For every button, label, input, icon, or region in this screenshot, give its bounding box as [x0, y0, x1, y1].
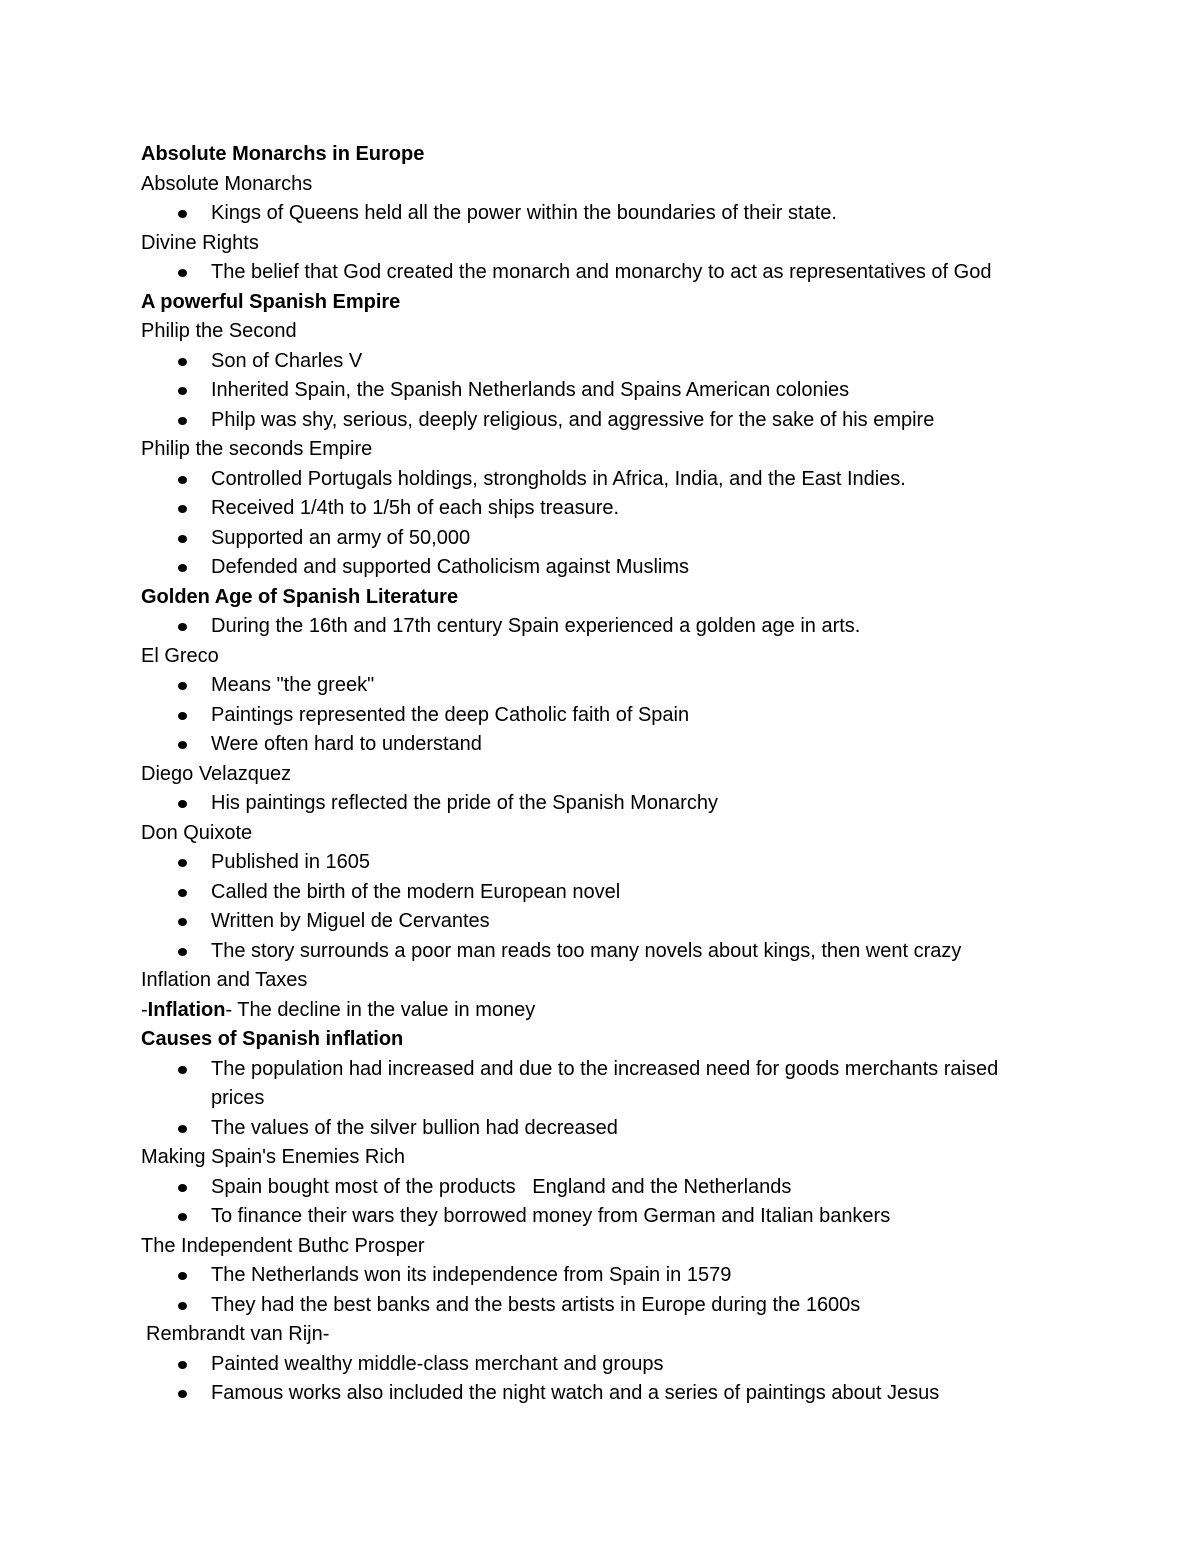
- list-item-text: Published in 1605: [211, 851, 371, 873]
- document-body: [141, 140, 1060, 1409]
- list-item: [211, 347, 1060, 377]
- bullet-icon: [178, 358, 187, 366]
- topic-label: Don Quixote: [141, 821, 253, 844]
- list-item: [211, 848, 1060, 878]
- section-heading: Golden Age of Spanish Literature: [141, 585, 459, 608]
- bullet-icon: [178, 269, 187, 277]
- topic-label: Philip the Second: [141, 320, 297, 342]
- bullet-icon: [178, 800, 187, 808]
- list-item-text: Controlled Portugals holdings, strongholds in Africa, India, and the East Indies.: [211, 467, 906, 490]
- topic-label: Making Spain's Enemies Rich: [141, 1146, 405, 1168]
- list-item-text: Called the birth of the modern European novel: [211, 880, 621, 903]
- list-item-text: Written by Miguel de Cervantes: [211, 910, 490, 932]
- definition-line: [141, 996, 1060, 1026]
- bullet-icon: [178, 948, 187, 956]
- bullet-icon: [178, 1361, 187, 1369]
- list-item: [211, 671, 1060, 701]
- bullet-icon: [178, 387, 187, 395]
- topic-label: Diego Velazquez: [141, 762, 292, 785]
- list-item: [211, 1291, 1060, 1321]
- topic-label: The Independent Buthc Prosper: [141, 1234, 425, 1257]
- topic-label: El Greco: [141, 644, 219, 667]
- list-item-text: The population had increased and due to the increased need for goods merchants raised prices: [211, 1057, 999, 1109]
- list-item: [211, 376, 1060, 406]
- list-item-text: During the 16th and 17th century Spain experienced a golden age in arts.: [211, 615, 861, 637]
- section-heading: A powerful Spanish Empire: [141, 290, 401, 313]
- list-item-text: Son of Charles V: [211, 349, 363, 372]
- list-item: [211, 1202, 1060, 1232]
- list-item: [211, 1261, 1060, 1291]
- list-item-text: Defended and supported Catholicism against Muslims: [211, 556, 690, 578]
- section-heading: Causes of Spanish inflation: [141, 1028, 404, 1050]
- bullet-icon: [178, 210, 187, 218]
- list-item: [211, 406, 1060, 436]
- section-heading: Absolute Monarchs in Europe: [141, 143, 425, 165]
- topic-label: Philip the seconds Empire: [141, 438, 373, 460]
- bullet-list: [141, 1350, 1060, 1409]
- list-item: [211, 1055, 1011, 1114]
- list-item: [211, 524, 1060, 554]
- bullet-icon: [178, 1390, 187, 1398]
- bullet-list: [141, 671, 1060, 760]
- bullet-list: [141, 199, 1060, 229]
- list-item-text: Painted wealthy middle-class merchant and groups: [211, 1352, 664, 1375]
- list-item: [211, 494, 1060, 524]
- list-item: [211, 1350, 1060, 1380]
- list-item: [211, 1114, 1060, 1144]
- list-item-text: The belief that God created the monarch and monarchy to act as representatives of God: [211, 261, 992, 283]
- topic-label: Inflation and Taxes: [141, 969, 308, 991]
- bullet-list: [141, 1261, 1060, 1320]
- list-item: [211, 612, 1060, 642]
- bullet-icon: [178, 1066, 187, 1074]
- bullet-icon: [178, 1272, 187, 1280]
- bullet-icon: [178, 918, 187, 926]
- list-item-text: Means "the greek": [211, 674, 375, 696]
- bullet-list: [141, 258, 1060, 288]
- list-item: [211, 1379, 1060, 1409]
- list-item-text: Received 1/4th to 1/5h of each ships treasure.: [211, 497, 620, 519]
- definition-prefix: -: [141, 998, 148, 1021]
- list-item: [211, 199, 1060, 229]
- list-item: [211, 553, 1060, 583]
- bullet-icon: [178, 1125, 187, 1133]
- bullet-list: [141, 789, 1060, 819]
- list-item-text: Were often hard to understand: [211, 733, 482, 755]
- bullet-icon: [178, 417, 187, 425]
- bullet-list: [141, 347, 1060, 436]
- list-item-text: Supported an army of 50,000: [211, 526, 471, 549]
- list-item: [211, 1173, 1060, 1203]
- list-item-text: Inherited Spain, the Spanish Netherlands and Spains American colonies: [211, 379, 850, 401]
- list-item-text: Kings of Queens held all the power within the boundaries of their state.: [211, 202, 837, 224]
- bullet-icon: [178, 712, 187, 720]
- topic-label: Absolute Monarchs: [141, 172, 313, 195]
- list-item-text: Paintings represented the deep Catholic faith of Spain: [211, 703, 690, 726]
- bullet-icon: [178, 623, 187, 631]
- bullet-list: [141, 1055, 1060, 1144]
- list-item-text: Spain bought most of the products England and the Netherlands: [211, 1175, 792, 1198]
- topic-label: Rembrandt van Rijn-: [146, 1323, 330, 1345]
- list-item: [211, 465, 1060, 495]
- list-item-text: The values of the silver bullion had decreased: [211, 1116, 618, 1139]
- bullet-icon: [178, 1302, 187, 1310]
- list-item: [211, 907, 1060, 937]
- bullet-list: [141, 612, 1060, 642]
- bullet-icon: [178, 859, 187, 867]
- list-item: [211, 730, 1060, 760]
- list-item-text: The Netherlands won its independence from Spain in 1579: [211, 1264, 732, 1286]
- definition-term: Inflation: [147, 998, 226, 1021]
- topic-label: Divine Rights: [141, 231, 259, 254]
- list-item-text: Philp was shy, serious, deeply religious, and aggressive for the sake of his empire: [211, 408, 935, 431]
- bullet-icon: [178, 741, 187, 749]
- bullet-list: [141, 465, 1060, 583]
- list-item-text: The story surrounds a poor man reads too many novels about kings, then went crazy: [211, 939, 962, 962]
- list-item: [211, 701, 1060, 731]
- bullet-icon: [178, 505, 187, 513]
- bullet-icon: [178, 564, 187, 572]
- bullet-icon: [178, 535, 187, 543]
- bullet-icon: [178, 889, 187, 897]
- list-item-text: They had the best banks and the bests artists in Europe during the 1600s: [211, 1293, 861, 1316]
- bullet-icon: [178, 1213, 187, 1221]
- bullet-icon: [178, 682, 187, 690]
- bullet-icon: [178, 1184, 187, 1192]
- list-item: [211, 258, 1060, 288]
- bullet-list: [141, 848, 1060, 966]
- list-item: [211, 878, 1060, 908]
- bullet-list: [141, 1173, 1060, 1232]
- list-item-text: To finance their wars they borrowed money from German and Italian bankers: [211, 1205, 891, 1227]
- list-item-text: His paintings reflected the pride of the Spanish Monarchy: [211, 792, 718, 814]
- bullet-icon: [178, 476, 187, 484]
- definition-text: - The decline in the value in money: [225, 998, 536, 1021]
- list-item: [211, 789, 1060, 819]
- list-item-text: Famous works also included the night watch and a series of paintings about Jesus: [211, 1382, 940, 1404]
- list-item: [211, 937, 1060, 967]
